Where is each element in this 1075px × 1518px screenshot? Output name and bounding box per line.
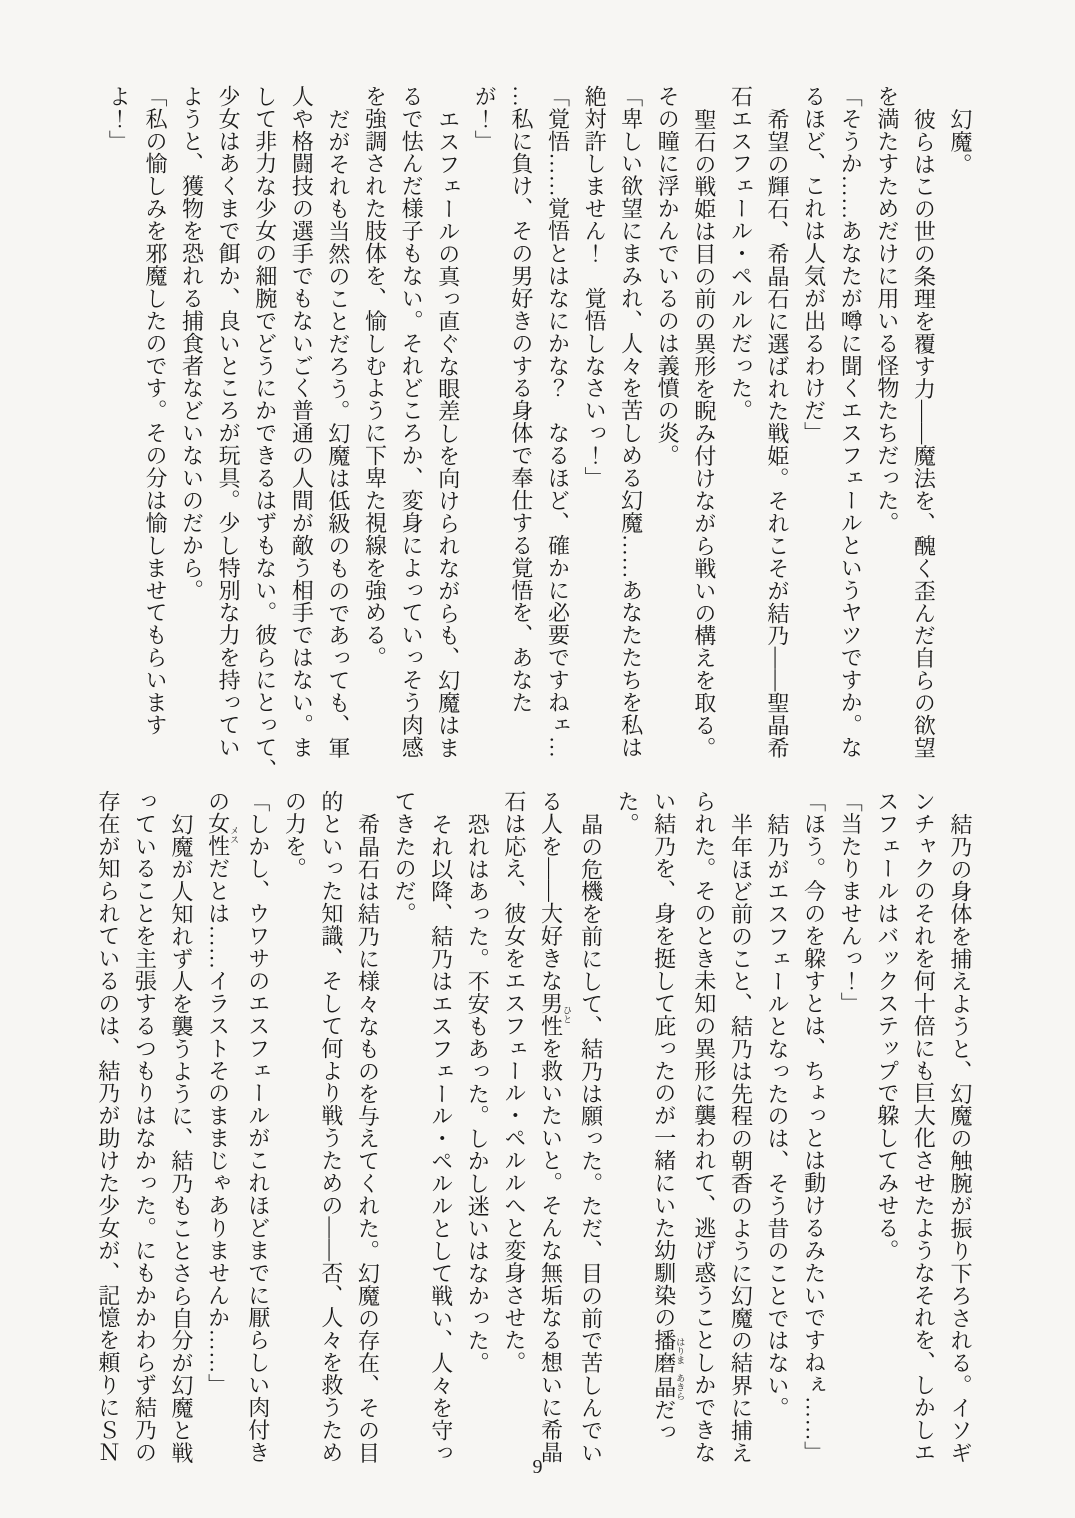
text-line: 聖石の戦姫は目の前の異形を睨み付けながら戦いの構えを取る。 (691, 107, 717, 759)
text-line: 絶対許しません！ 覚悟しなさいっ！」 (582, 85, 608, 490)
text-line: るほど、これは人気が出るわけだ」 (801, 85, 827, 445)
text-line: その瞳に浮かんでいるのは義憤の炎。 (655, 85, 681, 467)
text-line: 結乃の身体を捕えようと、幻魔の触腕が振り下ろされる。イソギ (948, 812, 973, 1464)
text-line: 幻魔が人知れず人を襲うように、結乃もことさら自分が幻魔と戦 (169, 812, 195, 1464)
text-line: 「覚悟……覚悟とはなにかな？ なるほど、確かに必要ですねェ… (545, 85, 571, 759)
text-line: た。 (615, 790, 641, 835)
text-line: 半年ほど前のこと、結乃は先程の朝香のように幻魔の結界に捕え (728, 812, 754, 1464)
text-line: …私に負け、その男好きのする身体で奉仕する覚悟を、あなた (508, 85, 534, 714)
text-line: 彼らはこの世の条理を覆す力――魔法を、醜く歪んだ自らの欲望 (911, 107, 937, 759)
text-line: よ！」 (106, 85, 132, 153)
text-line: ンチャクのそれを何十倍にも巨大化させたようなそれを、しかしエ (911, 790, 937, 1464)
text-line: 恐れはあった。不安もあった。しかし迷いはなかった。 (465, 812, 491, 1374)
text-line: っていることを主張するつもりはなかった。にもかかわらず結乃の (132, 790, 158, 1464)
text-line: を満たすためだけに用いる怪物たちだった。 (874, 85, 900, 534)
text-line: 希晶石は結乃に様々なものを与えてくれた。幻魔の存在、その目 (355, 812, 381, 1464)
text-line: てきたのだ。 (392, 790, 418, 925)
text-line: の女性メスだとは……イラストそのままじゃありませんか……」 (205, 790, 240, 1397)
text-line: 「卑しい欲望にまみれ、人々を苦しめる幻魔……あなたたちを私は (618, 85, 644, 759)
text-line: 希望の輝石、希晶石に選ばれた戦姫。それこそが結乃――聖晶希 (765, 107, 791, 759)
text-line: 存在が知られているのは、結乃が助けた少女が、記憶を頼りにＳＮ (95, 790, 121, 1464)
text-line: い結乃を、身を挺して庇ったのが一緒にいた幼馴染の播磨はりま晶あきらだっ (651, 790, 686, 1444)
text-line: して非力な少女の細腕でどうにかできるはずもない。彼らにとって、 (252, 85, 278, 781)
text-line: 「そうか……あなたが噂に聞くエスフェールというヤツですか。な (838, 85, 864, 759)
text-line: る人を――大好きな男性ひとを救いたいと。そんな無垢なる想いに希晶 (538, 790, 572, 1464)
text-line: を強調された肢体を、愉しむように下卑た視線を強める。 (362, 85, 388, 669)
text-line: るで怯んだ様子もない。それどころか、変身によっていっそう肉感 (399, 85, 425, 759)
page-number: 9 (532, 1456, 543, 1478)
text-line: が！」 (472, 85, 498, 153)
text-line: 石エスフェール・ペルルだった。 (728, 85, 754, 422)
text-line: の力を。 (282, 790, 308, 880)
text-line: 「しかし、ウワサのエスフェールがこれほどまでに厭らしい肉付き (245, 790, 271, 1464)
text-line: エスフェールの真っ直ぐな眼差しを向けられながらも、幻魔はま (435, 107, 461, 759)
text-line: 「私の愉しみを邪魔したのです。その分は愉しませてもらいます (142, 85, 168, 737)
text-line: スフェールはバックステップで躱してみせる。 (874, 790, 900, 1262)
text-line: 少女はあくまで餌か、良いところが玩具。少し特別な力を持ってい (216, 85, 242, 759)
text-line: だがそれも当然のことだろう。幻魔は低級のものであっても、軍 (325, 107, 351, 759)
text-line: 晶の危機を前にして、結乃は願った。ただ、目の前で苦しんでい (578, 812, 604, 1464)
text-line: られた。そのとき未知の異形に襲われて、逃げ惑うことしかできな (691, 790, 717, 1464)
text-block-top (100, 85, 978, 781)
text-block-bottom (89, 790, 978, 1468)
text-line: 的といった知識、そして何より戦うための――否、人々を救うため (318, 790, 344, 1464)
text-line: 「ほう。今のを躱すとは、ちょっとは動けるみたいですねぇ……」 (801, 790, 827, 1464)
text-line: 人や格闘技の選手でもないごく普通の人間が敵う相手ではない。ま (289, 85, 315, 759)
text-line: ようと、獲物を恐れる捕食者などいないのだから。 (179, 85, 205, 602)
text-line: 幻魔。 (948, 107, 973, 175)
text-line: それ以降、結乃はエスフェール・ペルルとして戦い、人々を守っ (428, 812, 454, 1464)
text-line: 結乃がエスフェールとなったのは、そう昔のことではない。 (765, 812, 791, 1419)
text-line: 「当たりませんっ！」 (838, 790, 864, 1015)
text-line: 石は応え、彼女をエスフェール・ペルルへと変身させた。 (501, 790, 527, 1374)
